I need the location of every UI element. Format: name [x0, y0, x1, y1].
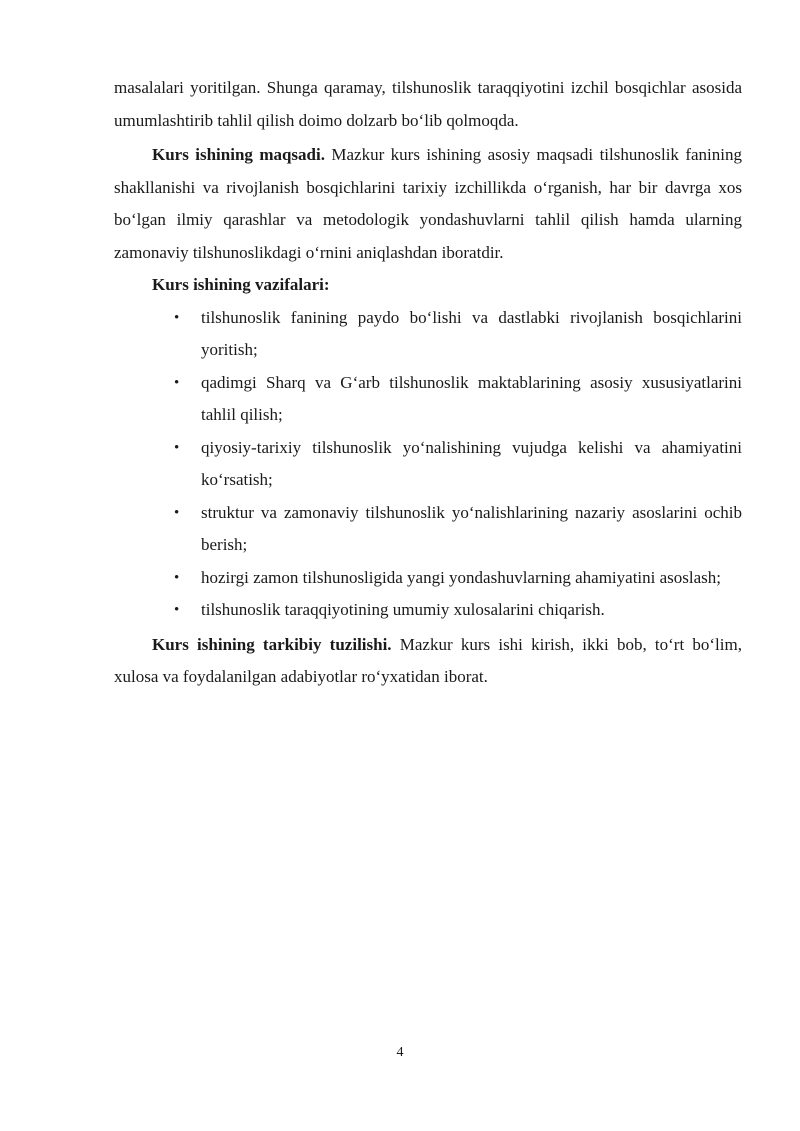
task-text: struktur va zamonaviy tilshunoslik yo‘nalishlarining nazariy asoslarini ochib berish;	[201, 502, 742, 554]
purpose-text: Mazkur kurs ishining asosiy maqsadi tilshunoslik fanining shakllanishi va rivojlanish bosqichlarini tarixiy izchillikda o‘rganish, har bir davrga xos bo‘lgan ilmiy qarashlar va metodologik yondashuvlarni tahlil qilish hamda ularning zamonaviy tilshunoslikdagi o‘rnini aniqlashdan iboratdir.	[114, 145, 742, 262]
list-item	[174, 594, 742, 627]
page-body	[114, 72, 742, 694]
task-text: hozirgi zamon tilshunosligida yangi yondashuvlarning ahamiyatini asoslash;	[201, 567, 721, 587]
list-item	[174, 497, 742, 562]
tasks-list	[114, 302, 742, 627]
purpose-paragraph	[114, 139, 742, 269]
list-item	[174, 367, 742, 432]
bullet-icon: •	[174, 569, 180, 586]
bullet-icon: •	[174, 309, 180, 326]
list-item	[174, 302, 742, 367]
bullet-icon: •	[174, 602, 180, 618]
structure-paragraph	[114, 629, 742, 694]
structure-label: Kurs ishining tarkibiy tuzilishi.	[152, 634, 392, 654]
intro-continuation-paragraph: masalalari yoritilgan. Shunga qaramay, tilshunoslik taraqqiyotini izchil bosqichlar asosida umumlashtirib tahlil qilish doimo dolzarb bo‘lib qolmoqda.	[114, 78, 742, 130]
task-text: tilshunoslik taraqqiyotining umumiy xulosalarini chiqarish.	[201, 600, 605, 619]
structure-text: Mazkur kurs ishi kirish, ikki bob, to‘rt bo‘lim, xulosa va foydalanilgan adabiyotlar ro‘yxatidan iborat.	[114, 634, 742, 686]
bullet-icon: •	[174, 504, 180, 521]
task-text: qiyosiy-tarixiy tilshunoslik yo‘nalishining vujudga kelishi va ahamiyatini ko‘rsatish;	[201, 437, 742, 489]
purpose-label: Kurs ishining maqsadi.	[152, 145, 325, 164]
tasks-heading: Kurs ishining vazifalari:	[152, 275, 330, 294]
bullet-icon: •	[174, 439, 180, 456]
task-text: tilshunoslik fanining paydo bo‘lishi va dastlabki rivojlanish bosqichlarini yoritish;	[201, 307, 742, 359]
page-number: 4	[396, 1045, 404, 1060]
list-item	[174, 432, 742, 497]
bullet-icon: •	[174, 374, 180, 391]
task-text: qadimgi Sharq va G‘arb tilshunoslik maktablarining asosiy xususiyatlarini tahlil qilish;	[201, 372, 742, 424]
list-item	[174, 562, 742, 595]
